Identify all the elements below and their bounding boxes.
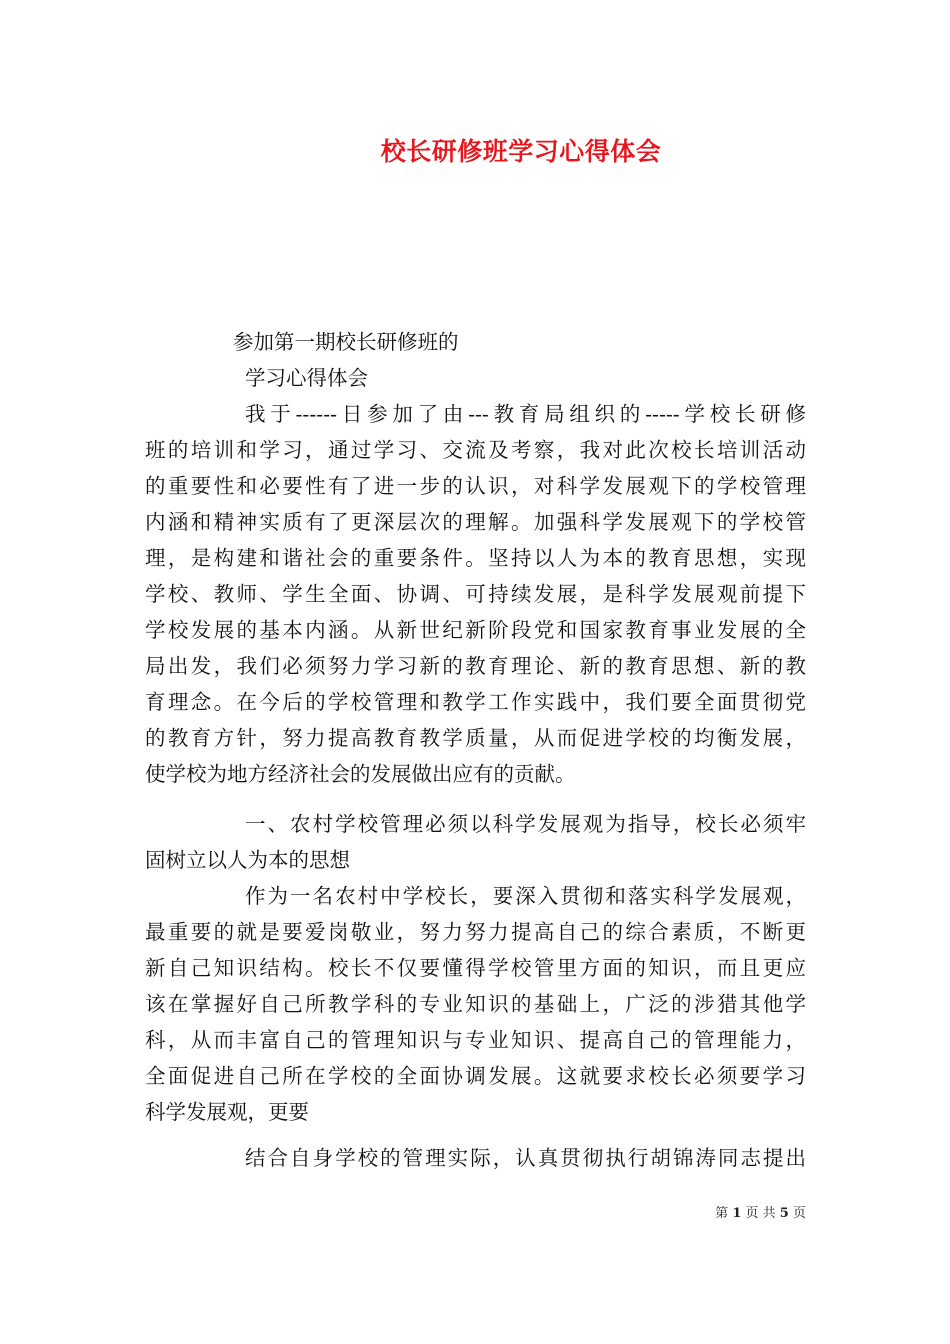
- paragraph-line: 的重要性和必要性有了进一步的认识，对科学发展观下的学校管理: [145, 474, 806, 498]
- subtitle-line-1: 参加第一期校长研修班的: [233, 330, 459, 354]
- paragraph-line: 科，从而丰富自己的管理知识与专业知识、提高自己的管理能力，: [145, 1028, 806, 1052]
- paragraph-line: 该在掌握好自己所教学科的专业知识的基础上，广泛的涉猎其他学: [145, 992, 806, 1016]
- footer-page-number: 1: [732, 1206, 742, 1221]
- paragraph-line: 理，是构建和谐社会的重要条件。坚持以人为本的教育思想，实现: [145, 546, 806, 570]
- paragraph-line: 全面促进自己所在学校的全面协调发展。这就要求校长必须要学习: [145, 1064, 806, 1088]
- paragraph-line: 内涵和精神实质有了更深层次的理解。加强科学发展观下的学校管: [145, 510, 806, 534]
- paragraph-line: 科学发展观，更要: [145, 1100, 309, 1124]
- paragraph-line: 结合自身学校的管理实际，认真贯彻执行胡锦涛同志提出: [245, 1146, 806, 1170]
- paragraph-line: 学校发展的基本内涵。从新世纪新阶段党和国家教育事业发展的全: [145, 618, 806, 642]
- document-title: 校长研修班学习心得体会: [380, 137, 662, 166]
- paragraph-line: 班的培训和学习，通过学习、交流及考察，我对此次校长培训活动: [145, 438, 806, 462]
- paragraph-line: 最重要的就是要爱岗敬业，努力努力提高自己的综合素质，不断更: [145, 920, 806, 944]
- footer-total-pages: 5: [779, 1206, 789, 1221]
- paragraph-line: 育理念。在今后的学校管理和教学工作实践中，我们要全面贯彻党: [145, 690, 806, 714]
- paragraph-line: 作为一名农村中学校长，要深入贯彻和落实科学发展观，: [245, 884, 806, 908]
- subtitle-line-2: 学习心得体会: [245, 366, 368, 390]
- paragraph-line: 新自己知识结构。校长不仅要懂得学校管里方面的知识，而且更应: [145, 956, 806, 980]
- section-heading-line: 一、农村学校管理必须以科学发展观为指导，校长必须牢: [245, 812, 806, 836]
- footer-prefix: 第: [715, 1206, 729, 1221]
- paragraph-line: 学校、教师、学生全面、协调、可持续发展，是科学发展观前提下: [145, 582, 806, 606]
- paragraph-line: 我于------日参加了由---教育局组织的-----学校长研修: [245, 402, 806, 426]
- footer-middle: 页 共: [745, 1206, 776, 1221]
- paragraph-line: 局出发，我们必须努力学习新的教育理论、新的教育思想、新的教: [145, 654, 806, 678]
- footer-suffix: 页: [792, 1206, 806, 1221]
- paragraph-line: 的教育方针，努力提高教育教学质量，从而促进学校的均衡发展，: [145, 726, 806, 750]
- section-heading-line: 固树立以人为本的思想: [145, 848, 350, 872]
- paragraph-line: 使学校为地方经济社会的发展做出应有的贡献。: [145, 762, 576, 786]
- page-footer: [660, 1204, 806, 1224]
